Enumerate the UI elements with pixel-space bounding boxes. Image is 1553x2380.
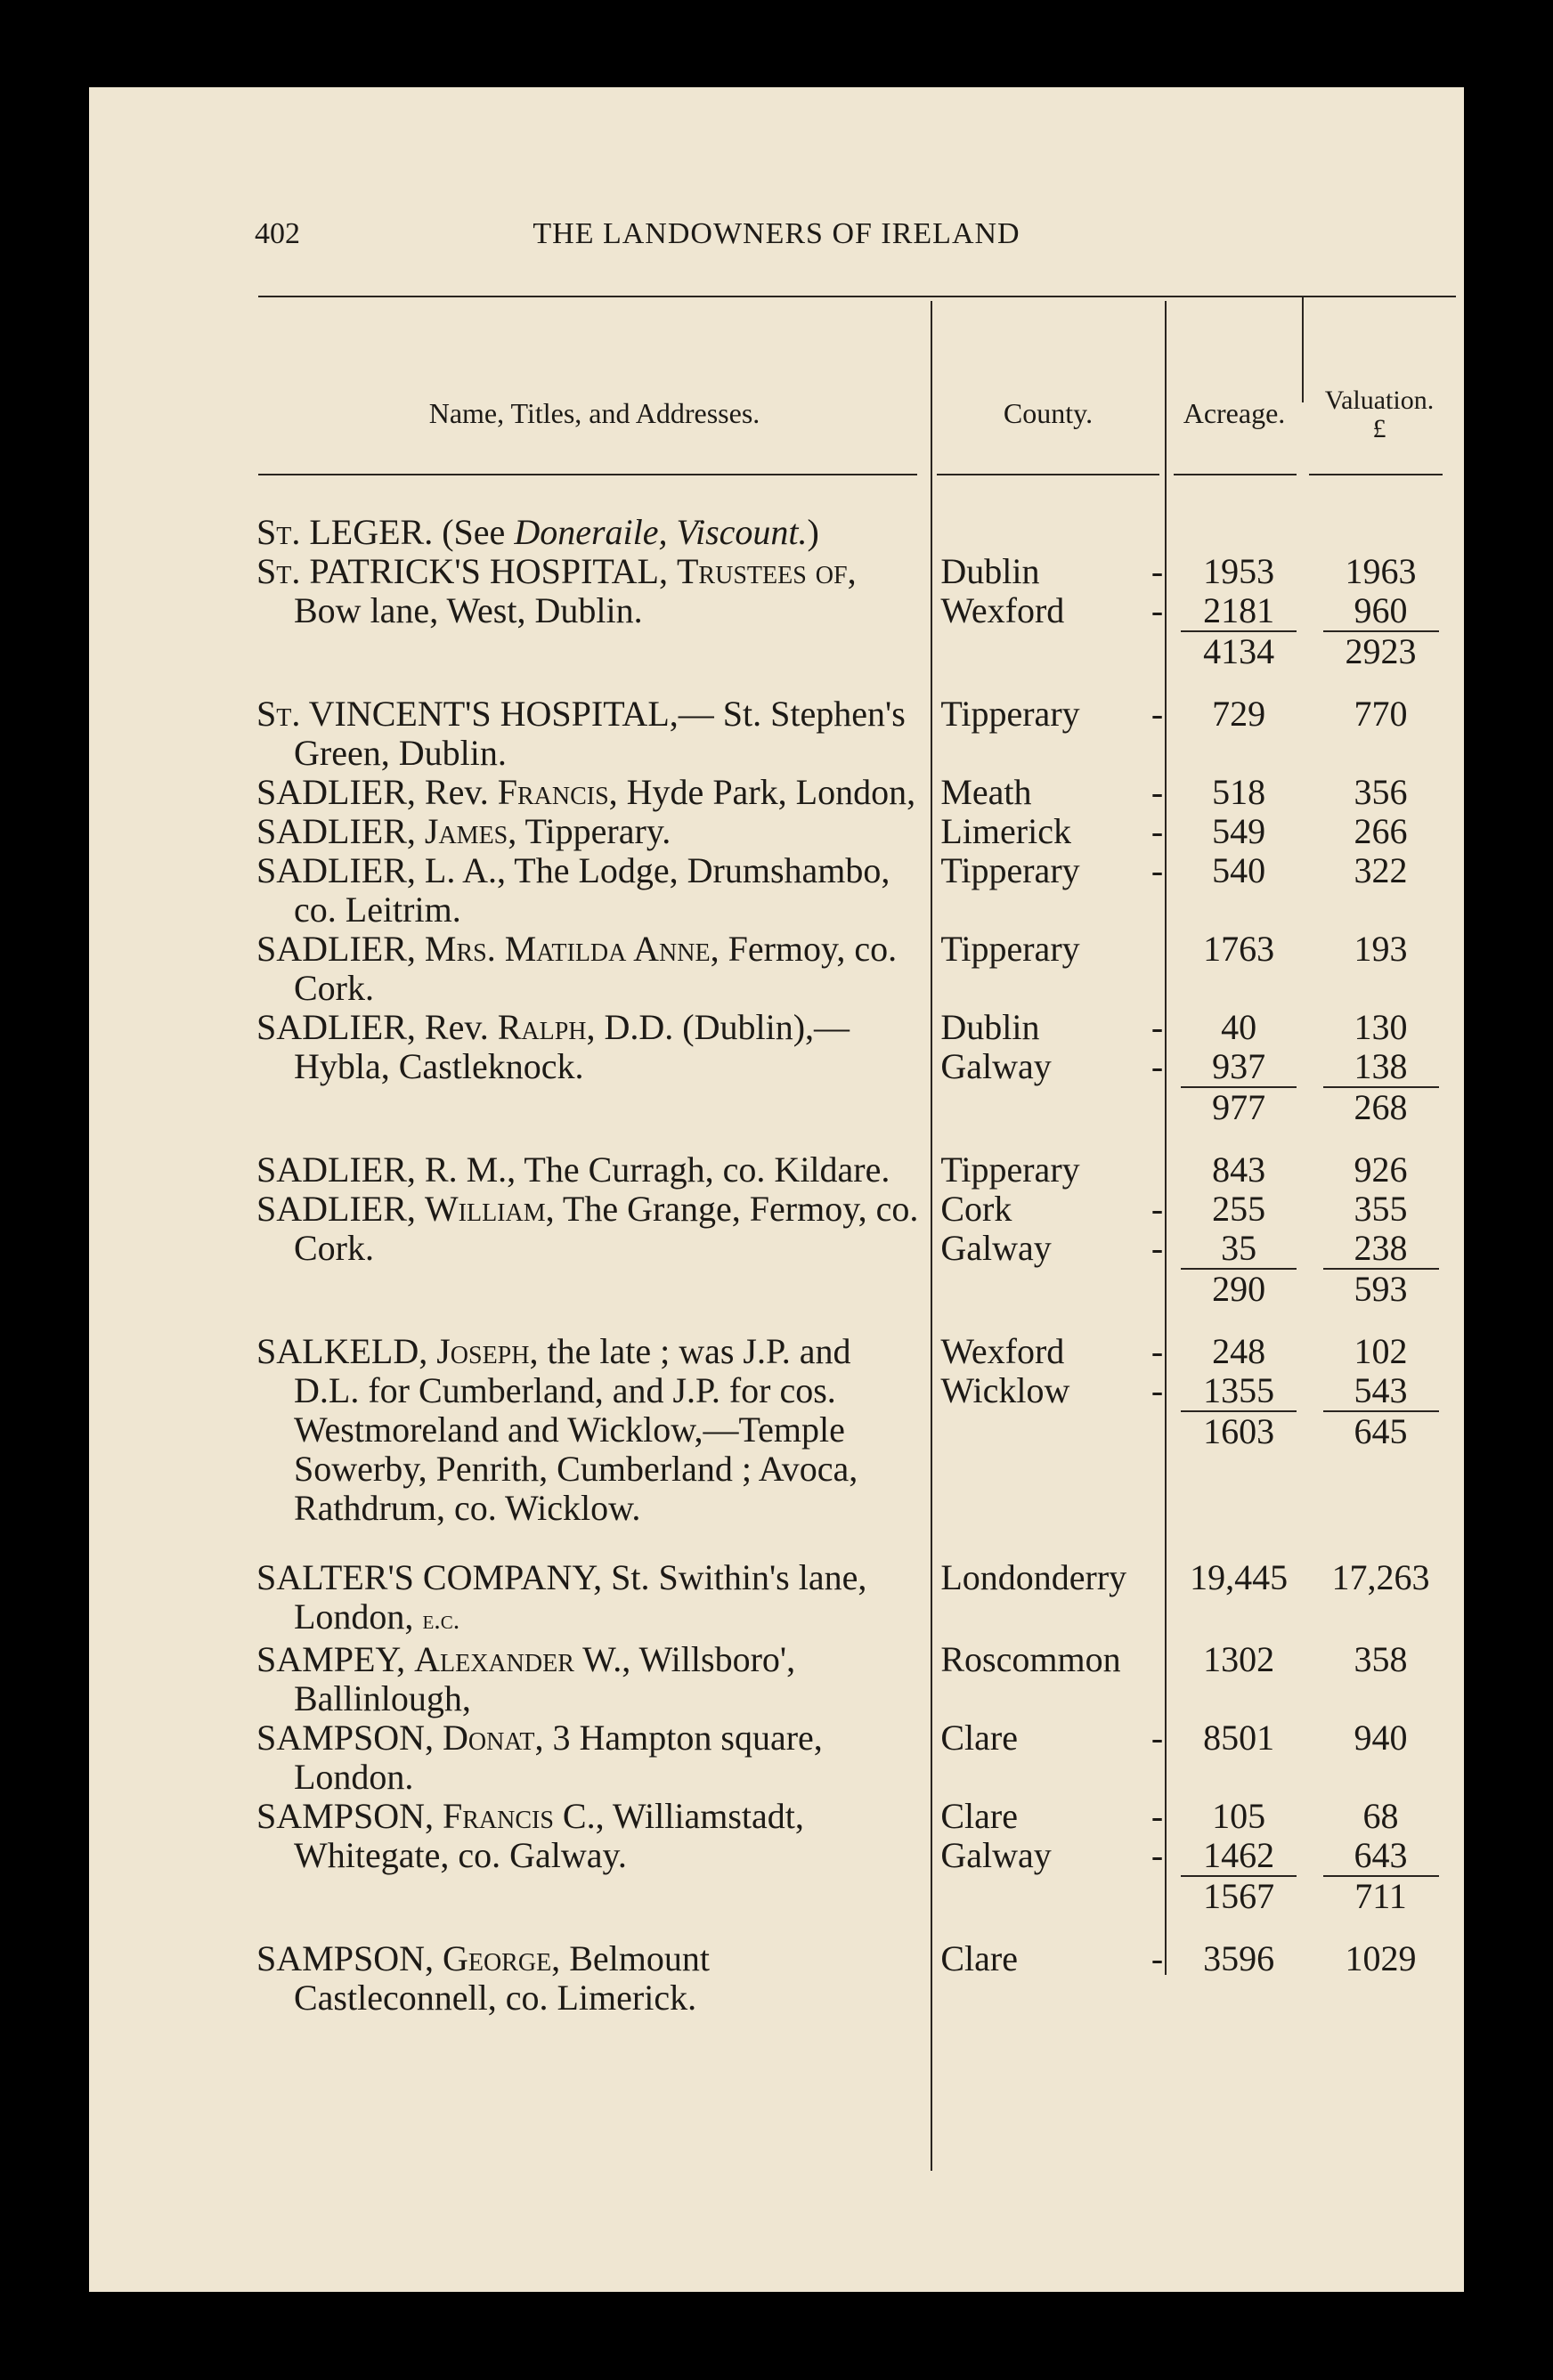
entry-address: Fermoy, co. Cork. [294, 929, 898, 1008]
valuation-total: 268 [1323, 1086, 1439, 1127]
acreage-cell: 248 [1212, 1331, 1266, 1371]
county-cell [930, 513, 1170, 552]
name-cell [256, 1558, 930, 1640]
name-cell [256, 552, 930, 695]
table-row [256, 812, 1454, 851]
entry-name: SADLIER, L. A., The Lodge, Drumshambo, co. Leitrim. [256, 850, 890, 930]
name-cell [256, 812, 930, 851]
leader-dash: - [1151, 1189, 1164, 1229]
county-cell [930, 1451, 1170, 1558]
valuation-total-cell [1307, 1268, 1454, 1332]
county-name: Limerick [940, 811, 1071, 851]
leader-dash: - [1151, 694, 1164, 734]
table-row [256, 1190, 1454, 1229]
leader-dash: - [1151, 1370, 1164, 1410]
entry-smallcaps: Alexander [414, 1639, 574, 1679]
header-valuation [1304, 386, 1455, 443]
acreage-total: 4134 [1181, 630, 1297, 671]
county-name: Galway [940, 1046, 1052, 1086]
valuation-cell [1307, 513, 1454, 552]
header-county: County. [1003, 397, 1094, 429]
county-cell [930, 1086, 1170, 1150]
acreage-cell: 729 [1212, 694, 1266, 734]
header-valuation-unit: £ [1372, 414, 1386, 443]
county-name: Clare [940, 1938, 1018, 1978]
county-name: Cork [940, 1189, 1012, 1229]
valuation-total: 711 [1323, 1875, 1439, 1916]
table-row [256, 1939, 1454, 2018]
name-cell [256, 1150, 930, 1190]
acreage-cell: 3596 [1203, 1938, 1275, 1978]
county-name: Dublin [940, 551, 1040, 591]
entry-name: SADLIER, [256, 1189, 425, 1229]
county-cell [930, 773, 1170, 812]
county-cell [930, 1797, 1170, 1836]
acreage-cell: 19,445 [1190, 1557, 1289, 1597]
table-row [256, 1640, 1454, 1718]
acreage-cell: 8501 [1203, 1718, 1275, 1758]
table-row [256, 930, 1454, 1008]
valuation-cell: 130 [1354, 1007, 1408, 1047]
valuation-cell: 643 [1354, 1835, 1408, 1875]
entry-address: Hyde Park, London, [617, 772, 916, 812]
entry-smallcaps: Donat, [442, 1718, 544, 1758]
county-cell [930, 1371, 1170, 1410]
valuation-cell: 356 [1354, 772, 1408, 812]
valuation-cell: 1029 [1345, 1938, 1417, 1978]
county-name: Clare [940, 1796, 1018, 1836]
valuation-cell: 1963 [1345, 551, 1417, 591]
entry-address: Belmount Castleconnell, co. Limerick. [294, 1938, 710, 2018]
entry-address: C., Williamstadt, Whitegate, co. Galway. [294, 1796, 804, 1875]
valuation-total: 645 [1323, 1410, 1439, 1451]
acreage-cell: 518 [1212, 772, 1266, 812]
entry-name: SAMPSON, [256, 1718, 443, 1758]
title-prefix: St. [256, 551, 301, 591]
county-cell [930, 1410, 1170, 1451]
valuation-cell: 68 [1362, 1796, 1399, 1836]
entry-name: SADLIER, R. M., The Curragh, co. Kildare. [256, 1149, 890, 1190]
county-name: Tipperary [940, 694, 1080, 734]
header-acreage: Acreage. [1183, 397, 1286, 429]
leader-dash: - [1151, 811, 1164, 851]
county-name: Tipperary [940, 929, 1080, 969]
county-cell [930, 1332, 1170, 1371]
acreage-cell: 1763 [1203, 929, 1275, 969]
county-name: Tipperary [940, 1149, 1080, 1190]
entry-smallcaps: e.c. [422, 1605, 460, 1635]
acreage-cell: 1953 [1203, 551, 1275, 591]
name-cell [256, 1718, 930, 1797]
entry-smallcaps: William, [424, 1189, 555, 1229]
acreage-cell: 255 [1212, 1189, 1266, 1229]
valuation-cell: 322 [1354, 850, 1408, 890]
title-prefix: St. [256, 512, 301, 552]
leader-dash: - [1151, 1796, 1164, 1836]
county-cell [930, 851, 1170, 930]
acreage-cell: 1355 [1203, 1370, 1275, 1410]
valuation-total-cell [1307, 1410, 1454, 1451]
county-cell [930, 630, 1170, 695]
leader-dash: - [1151, 1007, 1164, 1047]
valuation-cell: 543 [1354, 1370, 1408, 1410]
valuation-cell: 355 [1354, 1189, 1408, 1229]
entry-name: SADLIER, Rev. [256, 1007, 498, 1047]
valuation-cell: 138 [1354, 1046, 1408, 1086]
name-cell [256, 1190, 930, 1332]
leader-dash: - [1151, 1938, 1164, 1978]
acreage-total-cell [1170, 1268, 1307, 1332]
table-row [256, 1558, 1454, 1640]
acreage-total: 1603 [1181, 1410, 1297, 1451]
entry-name: SADLIER, [256, 811, 425, 851]
entry-name: SADLIER, [256, 929, 425, 969]
valuation-cell [1307, 1451, 1454, 1558]
acreage-cell: 1302 [1203, 1639, 1275, 1679]
table-row [256, 1150, 1454, 1190]
entry-smallcaps: James, [424, 811, 517, 851]
county-name: Wicklow [940, 1370, 1070, 1410]
page-number: 402 [255, 217, 300, 250]
valuation-cell: 940 [1354, 1718, 1408, 1758]
entry-name: SAMPSON, [256, 1796, 443, 1836]
valuation-total-cell [1307, 630, 1454, 695]
leader-dash: - [1151, 551, 1164, 591]
acreage-cell: 2181 [1203, 590, 1275, 630]
acreage-total-cell [1170, 1086, 1307, 1150]
county-cell [930, 1268, 1170, 1332]
table-row [256, 1797, 1454, 1836]
county-name: Clare [940, 1718, 1018, 1758]
entry-name: SALTER'S COMPANY, St. Swithin's lane, London, [256, 1557, 867, 1637]
header-valuation-label: Valuation. [1324, 386, 1435, 415]
entry-smallcaps: Joseph, [436, 1331, 539, 1371]
county-cell [930, 1047, 1170, 1086]
acreage-cell: 35 [1221, 1228, 1257, 1268]
header-bottom-rule-name [258, 474, 917, 475]
leader-dash: - [1151, 590, 1164, 630]
table-row [256, 1718, 1454, 1797]
valuation-total: 593 [1323, 1268, 1439, 1309]
name-cell [256, 930, 930, 1008]
valuation-total: 2923 [1323, 630, 1439, 671]
entry-smallcaps: Ralph, [497, 1007, 596, 1047]
county-cell [930, 1558, 1170, 1640]
county-name: Londonderry [940, 1557, 1127, 1597]
header-bottom-rule-valuation [1309, 474, 1443, 475]
entry-name: VINCENT'S HOSPITAL,— St. Stephen's Green, Dublin. [294, 694, 906, 773]
county-cell [930, 1875, 1170, 1939]
name-cell [256, 773, 930, 812]
name-cell [256, 851, 930, 930]
cross-reference: Doneraile, Viscount. [514, 512, 808, 552]
county-name: Meath [940, 772, 1032, 812]
valuation-cell: 102 [1354, 1331, 1408, 1371]
valuation-cell: 960 [1354, 590, 1408, 630]
table-row [256, 1008, 1454, 1047]
acreage-cell: 1462 [1203, 1835, 1275, 1875]
county-name: Wexford [940, 590, 1065, 630]
entry-name: SADLIER, Rev. [256, 772, 498, 812]
acreage-total: 1567 [1181, 1875, 1297, 1916]
leader-dash: - [1151, 1331, 1164, 1371]
name-cell [256, 1797, 930, 1939]
county-cell [930, 1836, 1170, 1875]
county-cell [930, 1718, 1170, 1797]
county-cell [930, 552, 1170, 591]
valuation-cell: 358 [1354, 1639, 1408, 1679]
county-cell [930, 1008, 1170, 1047]
name-cell [256, 1939, 930, 2018]
county-name: Dublin [940, 1007, 1040, 1047]
entry-name: SALKELD, [256, 1331, 437, 1371]
county-cell [930, 1640, 1170, 1718]
table-row [256, 773, 1454, 812]
acreage-cell: 843 [1212, 1149, 1266, 1190]
entry-name: PATRICK'S HOSPITAL, [300, 551, 677, 591]
valuation-cell: 17,263 [1331, 1557, 1430, 1597]
name-cell [256, 1008, 930, 1150]
acreage-cell: 105 [1212, 1796, 1266, 1836]
county-name: Galway [940, 1228, 1052, 1268]
county-name: Wexford [940, 1331, 1065, 1371]
entry-address: Bow lane, West, Dublin. [294, 590, 643, 630]
header-name: Name, Titles, and Addresses. [428, 397, 760, 429]
county-cell [930, 1939, 1170, 2018]
acreage-cell: 540 [1212, 850, 1266, 890]
acreage-total-cell [1170, 1410, 1307, 1451]
entry-smallcaps: Trustees of, [676, 551, 857, 591]
county-cell [930, 695, 1170, 773]
leader-dash: - [1151, 772, 1164, 812]
county-cell [930, 1190, 1170, 1229]
leader-dash: - [1151, 1046, 1164, 1086]
entry-smallcaps: George, [442, 1938, 561, 1978]
table-row [256, 851, 1454, 930]
leader-dash: - [1151, 850, 1164, 890]
entry-address: D.D. (Dublin),—Hybla, Castleknock. [294, 1007, 850, 1086]
book-page [89, 87, 1464, 2292]
entry-text: ) [807, 512, 819, 552]
title-prefix: St. [256, 694, 301, 734]
acreage-total-cell [1170, 630, 1307, 695]
table-row [256, 513, 1454, 552]
entry-name: SAMPEY, [256, 1639, 415, 1679]
leader-dash: - [1151, 1718, 1164, 1758]
table-row [256, 695, 1454, 773]
county-cell [930, 812, 1170, 851]
header-bottom-rule-acreage [1174, 474, 1297, 475]
name-cell [256, 1640, 930, 1718]
entry-address: Tipperary. [516, 811, 671, 851]
header-bottom-rule-county [937, 474, 1159, 475]
header-top-rule [258, 296, 1456, 297]
acreage-cell [1170, 513, 1307, 552]
valuation-cell: 770 [1354, 694, 1408, 734]
entry-smallcaps: Francis, [497, 772, 618, 812]
acreage-cell: 937 [1212, 1046, 1266, 1086]
acreage-total: 977 [1181, 1086, 1297, 1127]
entry-name: LEGER. (See [300, 512, 515, 552]
entry-address: the late ; was J.P. and D.L. for Cumberland, and J.P. for cos. Westmoreland and Wicklow,—Temple Sowerby, Penrith, Cumberland ; Avoca, Rathdrum, co. Wicklow. [294, 1331, 858, 1528]
valuation-cell: 926 [1354, 1149, 1408, 1190]
entry-smallcaps: Francis [442, 1796, 554, 1836]
acreage-cell [1170, 1451, 1307, 1558]
leader-dash: - [1151, 1835, 1164, 1875]
county-cell [930, 1150, 1170, 1190]
entry-smallcaps: Mrs. Matilda Anne, [424, 929, 720, 969]
acreage-cell: 549 [1212, 811, 1266, 851]
running-title: THE LANDOWNERS OF IRELAND [533, 217, 1020, 250]
valuation-total-cell [1307, 1086, 1454, 1150]
table-row [256, 1332, 1454, 1371]
acreage-total-cell [1170, 1875, 1307, 1939]
name-cell [256, 695, 930, 773]
county-name: Roscommon [940, 1639, 1121, 1679]
entry-address: The Grange, Fermoy, co. Cork. [294, 1189, 919, 1268]
name-cell [256, 1332, 930, 1558]
table-row [256, 552, 1454, 591]
landowners-table [256, 513, 1454, 2018]
county-cell [930, 1229, 1170, 1268]
valuation-total-cell [1307, 1875, 1454, 1939]
county-cell [930, 591, 1170, 630]
county-cell [930, 930, 1170, 1008]
acreage-cell: 40 [1221, 1007, 1257, 1047]
name-cell [256, 513, 930, 552]
valuation-cell: 266 [1354, 811, 1408, 851]
county-name: Galway [940, 1835, 1052, 1875]
leader-dash: - [1151, 1228, 1164, 1268]
valuation-cell: 238 [1354, 1228, 1408, 1268]
acreage-total: 290 [1181, 1268, 1297, 1309]
entry-name: SAMPSON, [256, 1938, 443, 1978]
entry-address: 3 Hampton square, London. [294, 1718, 823, 1797]
entry-address: W., Willsboro', Ballinlough, [294, 1639, 796, 1718]
county-name: Tipperary [940, 850, 1080, 890]
valuation-cell: 193 [1354, 929, 1408, 969]
